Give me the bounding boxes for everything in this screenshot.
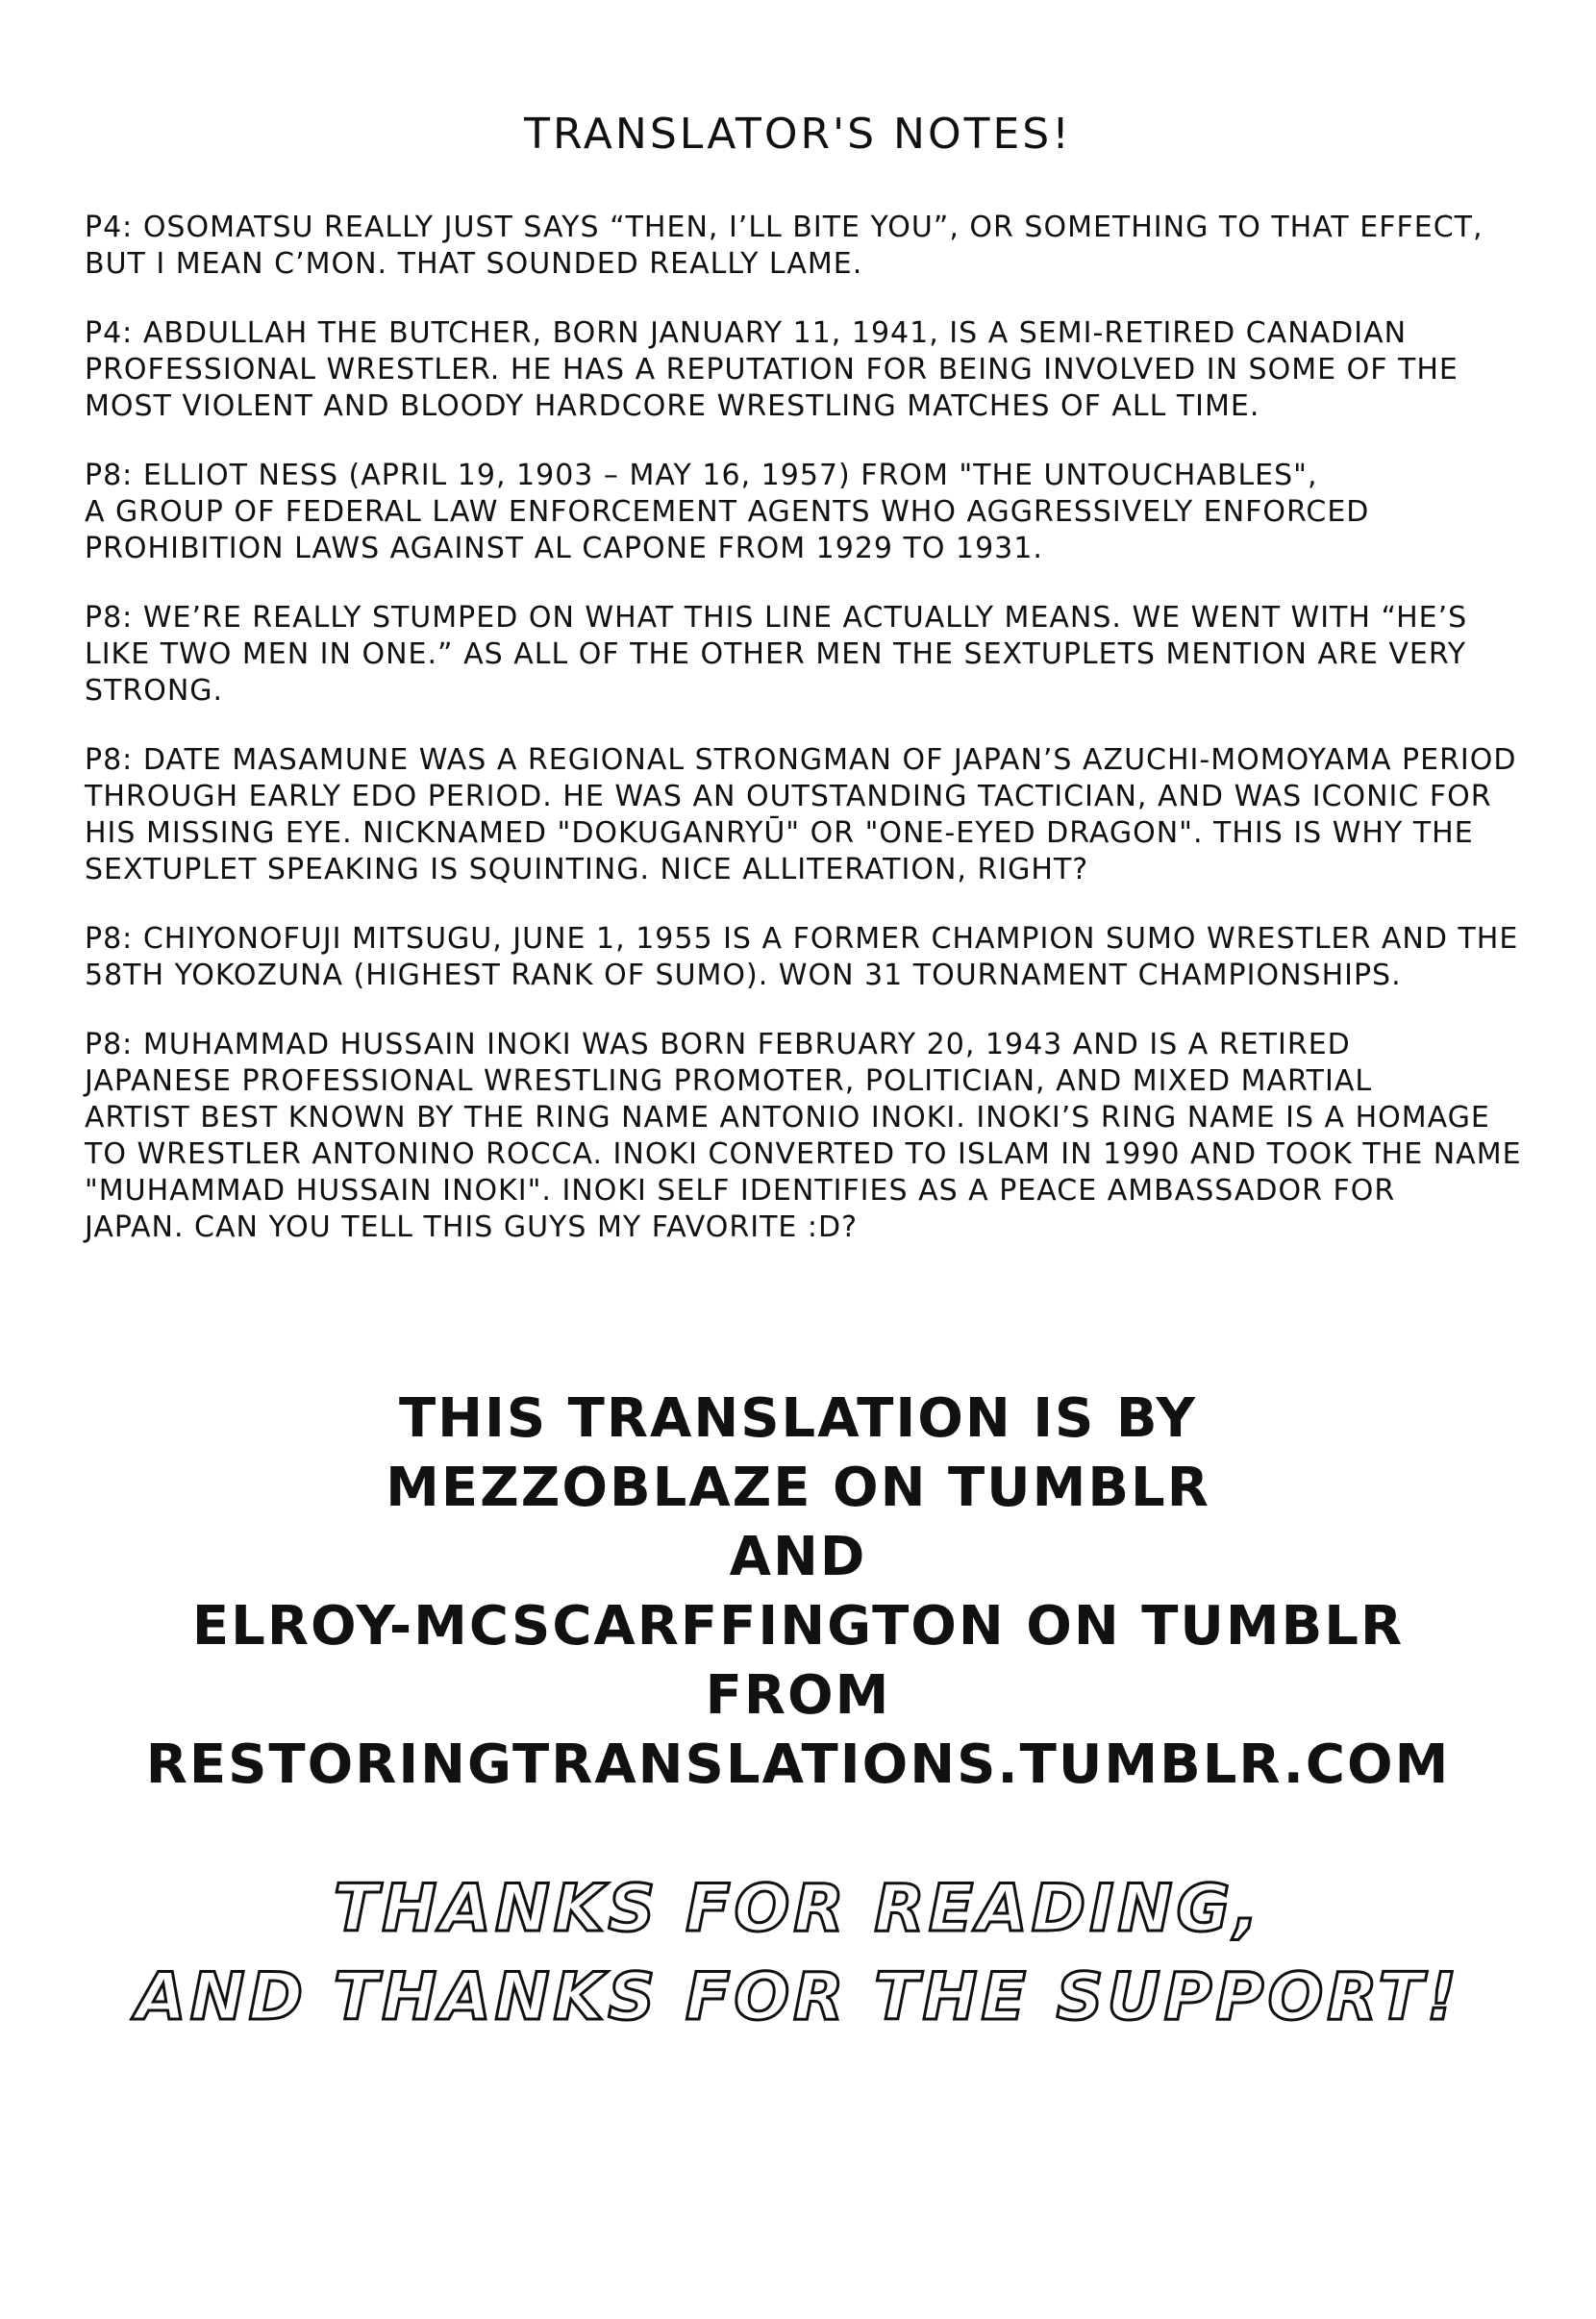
note-line: ARTIST BEST KNOWN BY THE RING NAME ANTONIO INOKI. INOKI’S RING NAME IS A HOMAGE [85,1101,1490,1135]
note-line: PROHIBITION LAWS AGAINST AL CAPONE FROM 1929 TO 1931. [85,532,1043,565]
note-line: STRONG. [85,674,224,708]
note-line: P4: OSOMATSU REALLY JUST SAYS “THEN, I’LL BITE YOU”, OR SOMETHING TO THAT EFFECT, [85,211,1484,244]
note-line: P8: WE’RE REALLY STUMPED ON WHAT THIS LINE ACTUALLY MEANS. WE WENT WITH “HE’S [85,601,1468,635]
credit-line: ELROY-MCSCARFFINGTON ON TUMBLR [191,1595,1405,1658]
note-line: "MUHAMMAD HUSSAIN INOKI". INOKI SELF IDENTIFIES AS A PEACE AMBASSADOR FOR [85,1174,1396,1208]
note-line: 58TH YOKOZUNA (HIGHEST RANK OF SUMO). WON 31 TOURNAMENT CHAMPIONSHIPS. [85,959,1402,992]
credit-line: FROM [705,1664,891,1727]
credit-line: RESTORINGTRANSLATIONS.TUMBLR.COM [145,1733,1451,1796]
note-line: P4: ABDULLAH THE BUTCHER, BORN JANUARY 11, 1941, IS A SEMI-RETIRED CANADIAN [85,316,1408,350]
thanks-line: THANKS FOR READING, [333,1871,1263,1947]
note-item [85,315,1508,425]
credit-line: MEZZOBLAZE ON TUMBLR [386,1457,1210,1519]
note-line: P8: ELLIOT NESS (APRIL 19, 1903 – MAY 16, 1957) FROM "THE UNTOUCHABLES", [85,459,1318,492]
note-line: TO WRESTLER ANTONINO ROCCA. INOKI CONVERTED TO ISLAM IN 1990 AND TOOK THE NAME [85,1137,1522,1171]
note-line: P8: DATE MASAMUNE WAS A REGIONAL STRONGMAN OF JAPAN’S AZUCHI-MOMOYAMA PERIOD [85,743,1517,777]
credit-line: THIS TRANSLATION IS BY [398,1387,1198,1450]
note-item [85,600,1508,710]
thanks-message [0,1865,1596,2042]
note-line: BUT I MEAN C’MON. THAT SOUNDED REALLY LAME. [85,247,863,281]
page-title: TRANSLATOR'S NOTES! [524,110,1072,159]
notes-list [85,210,1522,1279]
note-line: P8: CHIYONOFUJI MITSUGU, JUNE 1, 1955 IS A FORMER CHAMPION SUMO WRESTLER AND THE [85,922,1519,956]
note-line: THROUGH EARLY EDO PERIOD. HE WAS AN OUTSTANDING TACTICIAN, AND WAS ICONIC FOR [85,780,1492,813]
note-item [85,210,1508,283]
note-line: JAPANESE PROFESSIONAL WRESTLING PROMOTER, POLITICIAN, AND MIXED MARTIAL [85,1064,1373,1098]
note-item [85,458,1508,567]
note-item [85,1027,1522,1246]
note-line: PROFESSIONAL WRESTLER. HE HAS A REPUTATION FOR BEING INVOLVED IN SOME OF THE [85,353,1459,386]
thanks-line: AND THANKS FOR THE SUPPORT! [136,1959,1460,2035]
note-line: P8: MUHAMMAD HUSSAIN INOKI WAS BORN FEBRUARY 20, 1943 AND IS A RETIRED [85,1028,1351,1061]
note-line: HIS MISSING EYE. NICKNAMED "DOKUGANRYŪ" OR "ONE-EYED DRAGON". THIS IS WHY THE [85,816,1474,850]
note-line: SEXTUPLET SPEAKING IS SQUINTING. NICE ALLITERATION, RIGHT? [85,853,1089,886]
note-item [85,742,1517,888]
note-line: A GROUP OF FEDERAL LAW ENFORCEMENT AGENTS WHO AGGRESSIVELY ENFORCED [85,495,1370,529]
note-line: MOST VIOLENT AND BLOODY HARDCORE WRESTLING MATCHES OF ALL TIME. [85,389,1260,423]
credits-block [0,1384,1596,1800]
credit-line: AND [729,1526,867,1588]
note-line: JAPAN. CAN YOU TELL THIS GUYS MY FAVORITE :D? [85,1210,859,1244]
note-item [85,921,1519,994]
note-line: LIKE TWO MEN IN ONE.” AS ALL OF THE OTHER MEN THE SEXTUPLETS MENTION ARE VERY [85,637,1467,671]
